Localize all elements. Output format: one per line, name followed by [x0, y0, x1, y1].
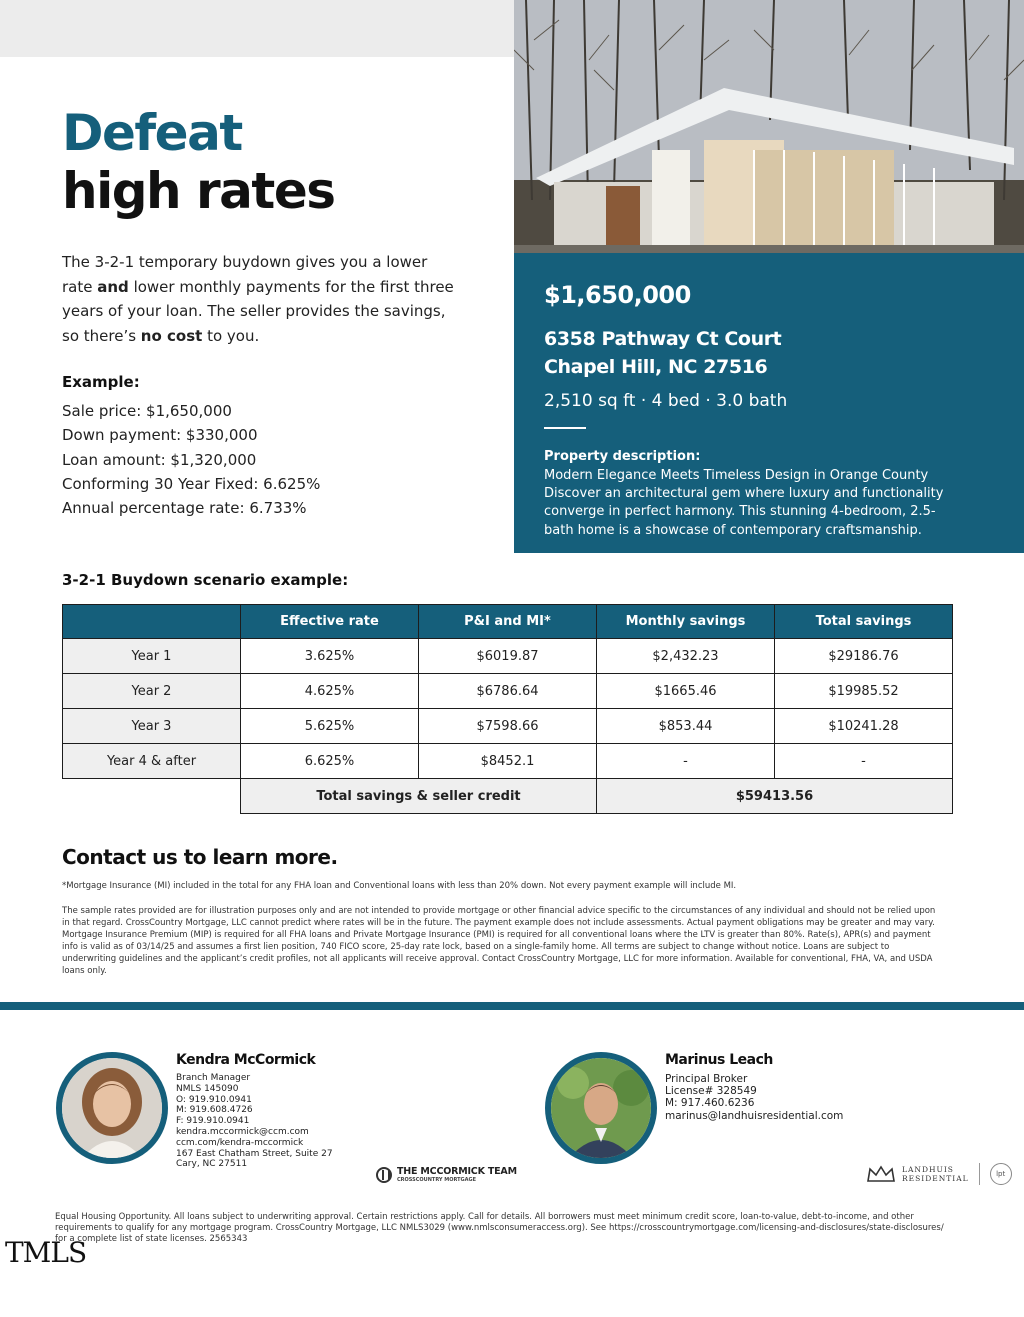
- cell-total-savings: $10241.28: [775, 709, 953, 744]
- total-label: Total savings & seller credit: [241, 779, 597, 814]
- landhuis-line-1: LANDHUIS: [902, 1165, 954, 1174]
- row-label: Year 4 & after: [63, 744, 241, 779]
- row-label: Year 3: [63, 709, 241, 744]
- description-title: Property description:: [544, 449, 701, 464]
- cell-effective-rate: 4.625%: [241, 674, 419, 709]
- description-body: Modern Elegance Meets Timeless Design in Orange County Discover an architectural gem where luxury and functionality converge in perfect harmony. This stunning 4-bedroom, 2.5-bath home is a showcase of contemporary craftsmanship.: [544, 468, 944, 538]
- row-label: Year 2: [63, 674, 241, 709]
- agent-name-kendra: Kendra McCormick: [176, 1052, 316, 1068]
- example-loan-amount: Loan amount: $1,320,000: [62, 450, 257, 469]
- agent-mobile-phone: M: 919.608.4726: [176, 1105, 253, 1116]
- mccormick-logo-sub: CROSSCOUNTRY MORTGAGE: [397, 1177, 477, 1183]
- cell-monthly-savings: $853.44: [597, 709, 775, 744]
- headline: [62, 104, 335, 220]
- landhuis-line-2: RESIDENTIAL: [902, 1174, 969, 1183]
- crown-icon: [866, 1164, 896, 1184]
- listing-divider: [544, 427, 586, 429]
- cell-monthly-savings: $2,432.23: [597, 639, 775, 674]
- intro-bold-1: and: [97, 277, 129, 296]
- agent-name-marinus: Marinus Leach: [665, 1052, 773, 1068]
- landhuis-logo: [866, 1163, 1012, 1185]
- mi-note: *Mortgage Insurance (MI) included in the total for any FHA loan and Conventional loans with less than 20% down. Not every payment example will include MI.: [62, 881, 737, 891]
- listing-price: $1,650,000: [544, 281, 691, 309]
- cell-effective-rate: 6.625%: [241, 744, 419, 779]
- listing-specs: 2,510 sq ft · 4 bed · 3.0 bath: [544, 391, 788, 411]
- agent-email-link[interactable]: kendra.mccormick@ccm.com: [176, 1126, 309, 1137]
- row-label: Year 1: [63, 639, 241, 674]
- listing-address: [544, 325, 994, 381]
- scenario-title: 3-2-1 Buydown scenario example:: [62, 571, 349, 589]
- cell-effective-rate: 3.625%: [241, 639, 419, 674]
- header-gray-band: [0, 0, 514, 57]
- agent-street-address: 167 East Chatham Street, Suite 27: [176, 1148, 333, 1159]
- agent-avatar-marinus: [545, 1052, 657, 1164]
- table-row: [63, 639, 953, 674]
- intro-paragraph: [62, 250, 462, 348]
- agent-city-state: Cary, NC 27511: [176, 1159, 248, 1170]
- legal-disclosure: Equal Housing Opportunity. All loans subject to underwriting approval. Certain restrictions apply. Call for details. All borrowers must meet minimum credit score, loan-to-value, debt-to-income, and other requirements to qualify for any mortgage program. CrossCountry Mortgage, LLC NMLS3029 (www.nmlsconsumeraccess.org). See https://crosscountrymortgage.com/licensing-and-disclosures/state-disclosures/ for a complete list of state licenses. 2565343: [55, 1212, 944, 1244]
- agent-title: Branch Manager: [176, 1073, 251, 1083]
- address-line-2: Chapel Hill, NC 27516: [544, 356, 768, 378]
- example-apr: Annual percentage rate: 6.733%: [62, 499, 307, 518]
- agent-title: Principal Broker: [665, 1073, 748, 1085]
- agent-email-link[interactable]: marinus@landhuisresidential.com: [665, 1109, 844, 1122]
- headline-line-2: high rates: [62, 162, 335, 220]
- intro-text-1: The 3-2-1 temporary buydown gives you a lower rate: [62, 253, 428, 296]
- table-row: [63, 674, 953, 709]
- example-rate: Conforming 30 Year Fixed: 6.625%: [62, 474, 321, 493]
- mccormick-mark-icon: [376, 1167, 392, 1183]
- table-row: [63, 744, 953, 779]
- cell-total-savings: $19985.52: [775, 674, 953, 709]
- cell-pi-mi: $6786.64: [419, 674, 597, 709]
- total-value: $59413.56: [597, 779, 953, 814]
- agent-website-link[interactable]: ccm.com/kendra-mccormick: [176, 1137, 304, 1148]
- agent-fax: F: 919.910.0941: [176, 1116, 250, 1127]
- cell-pi-mi: $8452.1: [419, 744, 597, 779]
- example-list: [62, 399, 320, 520]
- total-blank-cell: [63, 779, 241, 814]
- header-total-savings: Total savings: [775, 605, 953, 639]
- table-total-row: [63, 779, 953, 814]
- agent-license: License# 328549: [665, 1085, 757, 1098]
- mccormick-logo-main: THE MCCORMICK TEAM: [397, 1166, 517, 1177]
- header-pi-mi: P&I and MI*: [419, 605, 597, 639]
- landhuis-wordmark: [902, 1165, 969, 1183]
- cell-total-savings: -: [775, 744, 953, 779]
- intro-text-2: lower monthly payments for the first three years of your loan. The seller provides the savings, so there’s: [62, 277, 454, 345]
- header-monthly-savings: Monthly savings: [597, 605, 775, 639]
- cell-pi-mi: $6019.87: [419, 639, 597, 674]
- property-photo: [514, 0, 1024, 253]
- example-sale-price: Sale price: $1,650,000: [62, 402, 232, 420]
- header-effective-rate: Effective rate: [241, 605, 419, 639]
- header-blank: [63, 605, 241, 639]
- cell-pi-mi: $7598.66: [419, 709, 597, 744]
- example-title: Example:: [62, 373, 140, 391]
- rate-disclaimer: The sample rates provided are for illustration purposes only and are not intended to provide mortgage or other financial advice specific to the circumstances of any individual and should not be relied upon in that regard. CrossCountry Mortgage, LLC cannot predict where rates will be in the future. The payment example does not include assessments. Actual payment obligations may be greater and may vary. Mortgage Insurance Premium (MIP) is required for all FHA loans and Private Mortgage Insurance (PMI) is required for all conventional loans where the LTV is greater than 80%. Rate(s), APR(s) and payment info is valid as of 03/14/25 and assumes a first lien position, 740 FICO score, 25-day rate lock, based on a single-family home. All terms are subject to change without notice. Loans are subject to underwriting guidelines and the applicant’s credit profiles, not all applicants will receive approval. Contact CrossCountry Mortgage, LLC for more information. Available for conventional, FHA, VA, and USDA loans only.: [62, 906, 936, 977]
- lpt-logo: lpt: [990, 1163, 1012, 1185]
- agent-details-marinus: [665, 1073, 843, 1122]
- address-line-1: 6358 Pathway Ct Court: [544, 328, 782, 350]
- agent-avatar-kendra: [56, 1052, 168, 1164]
- listing-panel: [514, 253, 1024, 553]
- agent-nmls: NMLS 145090: [176, 1083, 239, 1094]
- agent-office-phone: O: 919.910.0941: [176, 1094, 252, 1105]
- footer-divider-band: [0, 1002, 1024, 1010]
- cell-effective-rate: 5.625%: [241, 709, 419, 744]
- intro-bold-2: no cost: [140, 326, 203, 345]
- logo-separator: [979, 1163, 980, 1185]
- mccormick-team-logo: [376, 1166, 517, 1183]
- mccormick-logo-text: [397, 1166, 517, 1183]
- table-row: [63, 709, 953, 744]
- tmls-logo: TMLS: [5, 1236, 87, 1269]
- table-header-row: [63, 605, 953, 639]
- headline-line-1: Defeat: [62, 104, 242, 162]
- buydown-table: [62, 604, 953, 814]
- agent-mobile-phone: M: 917.460.6236: [665, 1097, 755, 1110]
- agent-details-kendra: [176, 1073, 333, 1170]
- intro-text-3: to you.: [202, 326, 260, 345]
- cell-monthly-savings: $1665.46: [597, 674, 775, 709]
- contact-title: Contact us to learn more.: [62, 845, 338, 869]
- cell-monthly-savings: -: [597, 744, 775, 779]
- cell-total-savings: $29186.76: [775, 639, 953, 674]
- example-down-payment: Down payment: $330,000: [62, 426, 258, 445]
